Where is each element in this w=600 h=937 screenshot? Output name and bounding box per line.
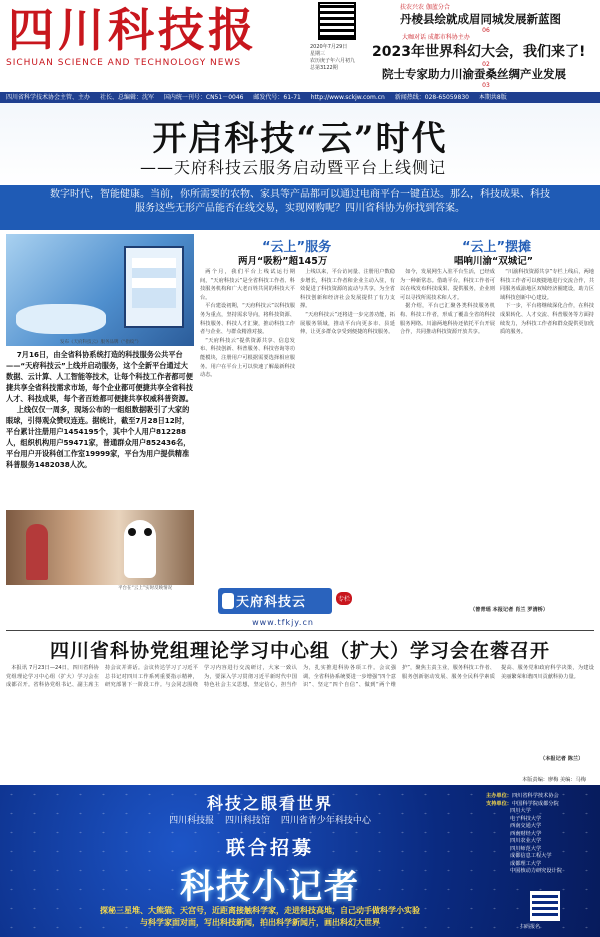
- issue-weekday: 星期三: [310, 51, 326, 57]
- section-subheading: 两月“吸粉”超145万: [238, 256, 328, 267]
- paragraph: “天府科技云”还将进一步完善功能，拓展服务领域，推动平台向更多市、县延伸，让更多群众享受到便捷的科技服务。: [300, 311, 395, 336]
- paragraph: 平台建设初期，“天府科技云”以科技服务为重点，坚持需求导向，将科技资源、科技服务、科技人才汇聚，推动科技工作者与企业、与群众精准对接。: [200, 303, 295, 336]
- issue-date: 2020年7月29日: [310, 44, 348, 50]
- sponsor-list: [486, 793, 596, 876]
- promo-main-title: 科技小记者: [180, 867, 360, 907]
- publisher: 四川省科学技术协会主管、主办: [6, 94, 91, 101]
- organizer: 四川科技馆: [224, 816, 270, 826]
- paragraph: 据介绍，平台已汇聚各类科技服务机构、科技工作者，形成了覆盖全省的科技服务网络。川渝两地科协还依托平台开展合作，共同推动科技资源开放共享。: [400, 303, 495, 336]
- visitor-figure: [26, 524, 48, 580]
- support-org: 西南交通大学: [510, 823, 542, 829]
- section-heading-cloud-stall: “云上”摆摊: [462, 240, 532, 255]
- launch-event-photo: [6, 234, 194, 346]
- panda-mascot: [124, 520, 156, 578]
- lede-paragraph-2: 上线仅仅一周多，现场公布的一组组数据吸引了大家的眼球，引得观众赞叹连连。据统计，截至7月28日12时，平台累计注册用户1454195个，其中个人用户812288人，组织机构用户59471家，普通群众用户852436名，平台用户开设科创工作室19999家，平台为用户提供精准科普服务1482038人次。: [6, 405, 191, 469]
- section-heading-cloud-service: “云上”服务: [262, 240, 332, 255]
- article-column: [200, 268, 295, 586]
- support-label: 支持单位：: [486, 800, 512, 807]
- teaser-headline-2[interactable]: [372, 32, 600, 68]
- issue-meta: [310, 44, 370, 72]
- organizer: 四川科技报: [169, 816, 215, 826]
- brand-name: 四川科技报: [8, 3, 258, 57]
- newspaper-logo: [8, 2, 308, 62]
- support-org: 四川农业大学: [510, 838, 542, 844]
- second-article-byline: （本报记者 陈兰）: [540, 756, 584, 762]
- postal-code: 邮发代号：61-71: [253, 94, 301, 101]
- teaser-title: 2023年世界科幻大会，我们来了!: [372, 44, 586, 60]
- teaser-page-number: 06: [482, 27, 490, 34]
- stage: [16, 304, 106, 334]
- support-org: 四川师范大学: [510, 845, 542, 852]
- main-title: 开启科技“云”时代: [152, 119, 448, 159]
- photo-caption: 发布《天府科技云》服务品牌（“指纹”）: [60, 340, 142, 345]
- website-link[interactable]: http://www.sckjw.com.cn: [310, 94, 385, 101]
- lede-paragraph-1: 7月16日，由全省科协系统打造的科技服务公共平台——“天府科技云”上线并启动服务，这个全新平台通过大数据、云计算、人工智能等技术，让每个科技工作者都可便捷共享全省科技需求市场，每个企业都可便捷共享全省科技人才、科技成果，每个者百姓都可便捷共享权威科普资源。: [6, 350, 193, 403]
- host-org: 四川省科学技术协会: [511, 793, 559, 799]
- brand-english-name: SICHUAN SCIENCE AND TECHNOLOGY NEWS: [6, 58, 242, 68]
- host-label: 主办单位：: [486, 793, 512, 799]
- article-byline: （曾青瑶 本报记者 肖兰 罗清桥）: [470, 607, 549, 613]
- issue-lunar-date: 农历庚子年六月初九: [310, 58, 356, 64]
- teaser-tag: 扶农兴农 伽蓝分合: [400, 4, 450, 11]
- issue-number: 总第3122期: [310, 65, 338, 71]
- logo-url[interactable]: www.tfkjy.cn: [252, 618, 314, 627]
- organizer: 四川省青少年科技中心: [280, 816, 371, 826]
- teaser-title: 院士专家助力川渝蚕桑丝绸产业发展: [382, 67, 566, 81]
- page-count: 本期共8版: [478, 94, 507, 101]
- paragraph: 如今，发展网生入驻平台生活，已经成为一种新常态。借助平台，科技工作者可以在线发布科技成果、提供服务，企业则可以寻找所需技术和人才。: [400, 269, 495, 301]
- teaser-page-number: 02: [482, 61, 490, 68]
- support-org: 成都信息工程大学: [510, 853, 552, 859]
- display-screen: [124, 246, 184, 328]
- support-org: 西南财经大学: [510, 830, 542, 837]
- activity-line: 与科学家面对面，写出科技新闻，拍出科学新闻片，画出科幻大世界: [140, 918, 380, 927]
- paragraph: “天府科技云”提供资源共享、信息发布、科技创新、科普服务、科技咨询等功能模块，注册用户可根据需要选择相应服务。用户在平台上可以快速了解最新科技动态。: [200, 337, 295, 379]
- teaser-headline-1[interactable]: [372, 2, 600, 34]
- support-org: 成都理工大学: [510, 860, 542, 867]
- article-column: [500, 268, 594, 604]
- promo-organizers: [90, 813, 450, 826]
- promo-joint-recruit: 联合招募: [225, 837, 314, 859]
- intro-banner: 数字时代，智能健康。当前，你所需要的农物、家具等产品都可以通过电商平台一键直达。那么，科技成果、科技服务这些无形产品能否在线交易，实现网购呢？四川省科协为你找到答案。: [0, 185, 600, 230]
- teaser-title: 丹棱县绘就成眉同城发展新蓝图: [400, 12, 561, 26]
- paragraph: 两个月，我们平台上线试运行期间，“天府科技云”是全省科技工作者、科技服务机构和广大老百姓共同的科技大平台。: [200, 269, 295, 301]
- support-org: 电子科技大学: [510, 815, 542, 822]
- signup-qr-code-icon[interactable]: [530, 891, 560, 921]
- paragraph: 本报讯 7月23日—24日，四川省科协党组理论学习中心组（扩大）学习会在成都召开。省科协党组书记、副主席主持会议并讲话。会议传达学习了习近平总书记对四川工作系列重要指示精神，研究部署下一阶段工作。与会同志围绕学习内容进行交流研讨，大家一致认为，要深入学习贯彻习近平新时代中国特色社会主义思想，坚定信心，担当作为，扎实推进科协各项工作。会议强调，全省科协系统要进一步增强“四个意识”、坚定“四个自信”、做到“两个维护”，聚焦主责主业，服务科技工作者、服务创新驱动发展、服务全民科学素质提高、服务党和政府科学决策，为建设美丽繁荣和谐四川贡献科协力量。: [6, 665, 594, 689]
- promo-activities: [40, 905, 480, 929]
- qr-caption: 扫码报名: [520, 924, 541, 930]
- chief-editor: 社长、总编辑：沈军: [99, 94, 154, 101]
- reporter-recruitment-banner: [0, 785, 600, 937]
- section-divider: [6, 630, 594, 631]
- masthead: [0, 0, 600, 92]
- promo-slogan: 科技之眼看世界: [206, 794, 333, 813]
- qr-code-icon: [318, 2, 356, 40]
- section-subheading: 唱响川渝“双城记”: [454, 256, 533, 267]
- paragraph: “川渝科技资源共享”专栏上线后，两地科技工作者可以便捷地进行交流合作，共同服务成渝地区双城经济圈建设，助力区域科技创新中心建设。: [500, 269, 594, 301]
- teaser-page-number: 03: [482, 82, 490, 89]
- page-editor-credit: 本版责编：廖梅 美编：马梅: [522, 777, 586, 783]
- logo-text: 天府科技云: [236, 595, 307, 610]
- paragraph: 上线以来，平台访问量、注册用户数稳步增长，科技工作者和企业主动入驻，有效促进了科技资源的流动与共享，为全省科技创新和经济社会发展提供了有力支撑。: [300, 269, 395, 310]
- support-org: 中国科学院成都分院: [511, 800, 559, 807]
- teaser-headline-3[interactable]: [372, 66, 600, 89]
- exhibition-photo: [6, 510, 194, 585]
- main-subtitle: ——天府科技云服务启动暨平台上线侧记: [140, 158, 447, 177]
- article-column: [300, 268, 395, 586]
- photo-caption: 平台在“云上”实时反映情况: [118, 586, 173, 591]
- info-bar: [0, 92, 600, 103]
- support-org: 中国核动力研究设计院: [510, 868, 562, 874]
- second-article-body: [6, 664, 594, 756]
- cloud-logo-icon: [222, 593, 234, 609]
- column-badge: 专栏: [336, 592, 352, 605]
- activity-line: 探秘三星堆、大熊猫、天宫号，近距离接触科学家，走进科技高地，自己动手做科学小实验: [100, 906, 420, 915]
- second-article-title: 四川省科协党组理论学习中心组（扩大）学习会在蓉召开: [49, 640, 550, 662]
- teaser-tag: 大咖对话 成都市科协主办: [402, 34, 470, 41]
- main-headline-area: [0, 103, 600, 185]
- news-hotline: 新闻热线：028-65059830: [394, 94, 469, 101]
- article-lede: [6, 349, 194, 470]
- support-org: 四川大学: [510, 808, 531, 814]
- tianfu-cloud-logo-banner[interactable]: [218, 588, 350, 627]
- paragraph: 下一步，平台将继续深化合作，在科技成果转化、人才交流、科普服务等方面持续发力，为科技工作者和群众提供更加优质的服务。: [500, 303, 594, 336]
- serial-number: 国内统一刊号：CN51－0046: [163, 94, 244, 101]
- article-column: [400, 268, 495, 604]
